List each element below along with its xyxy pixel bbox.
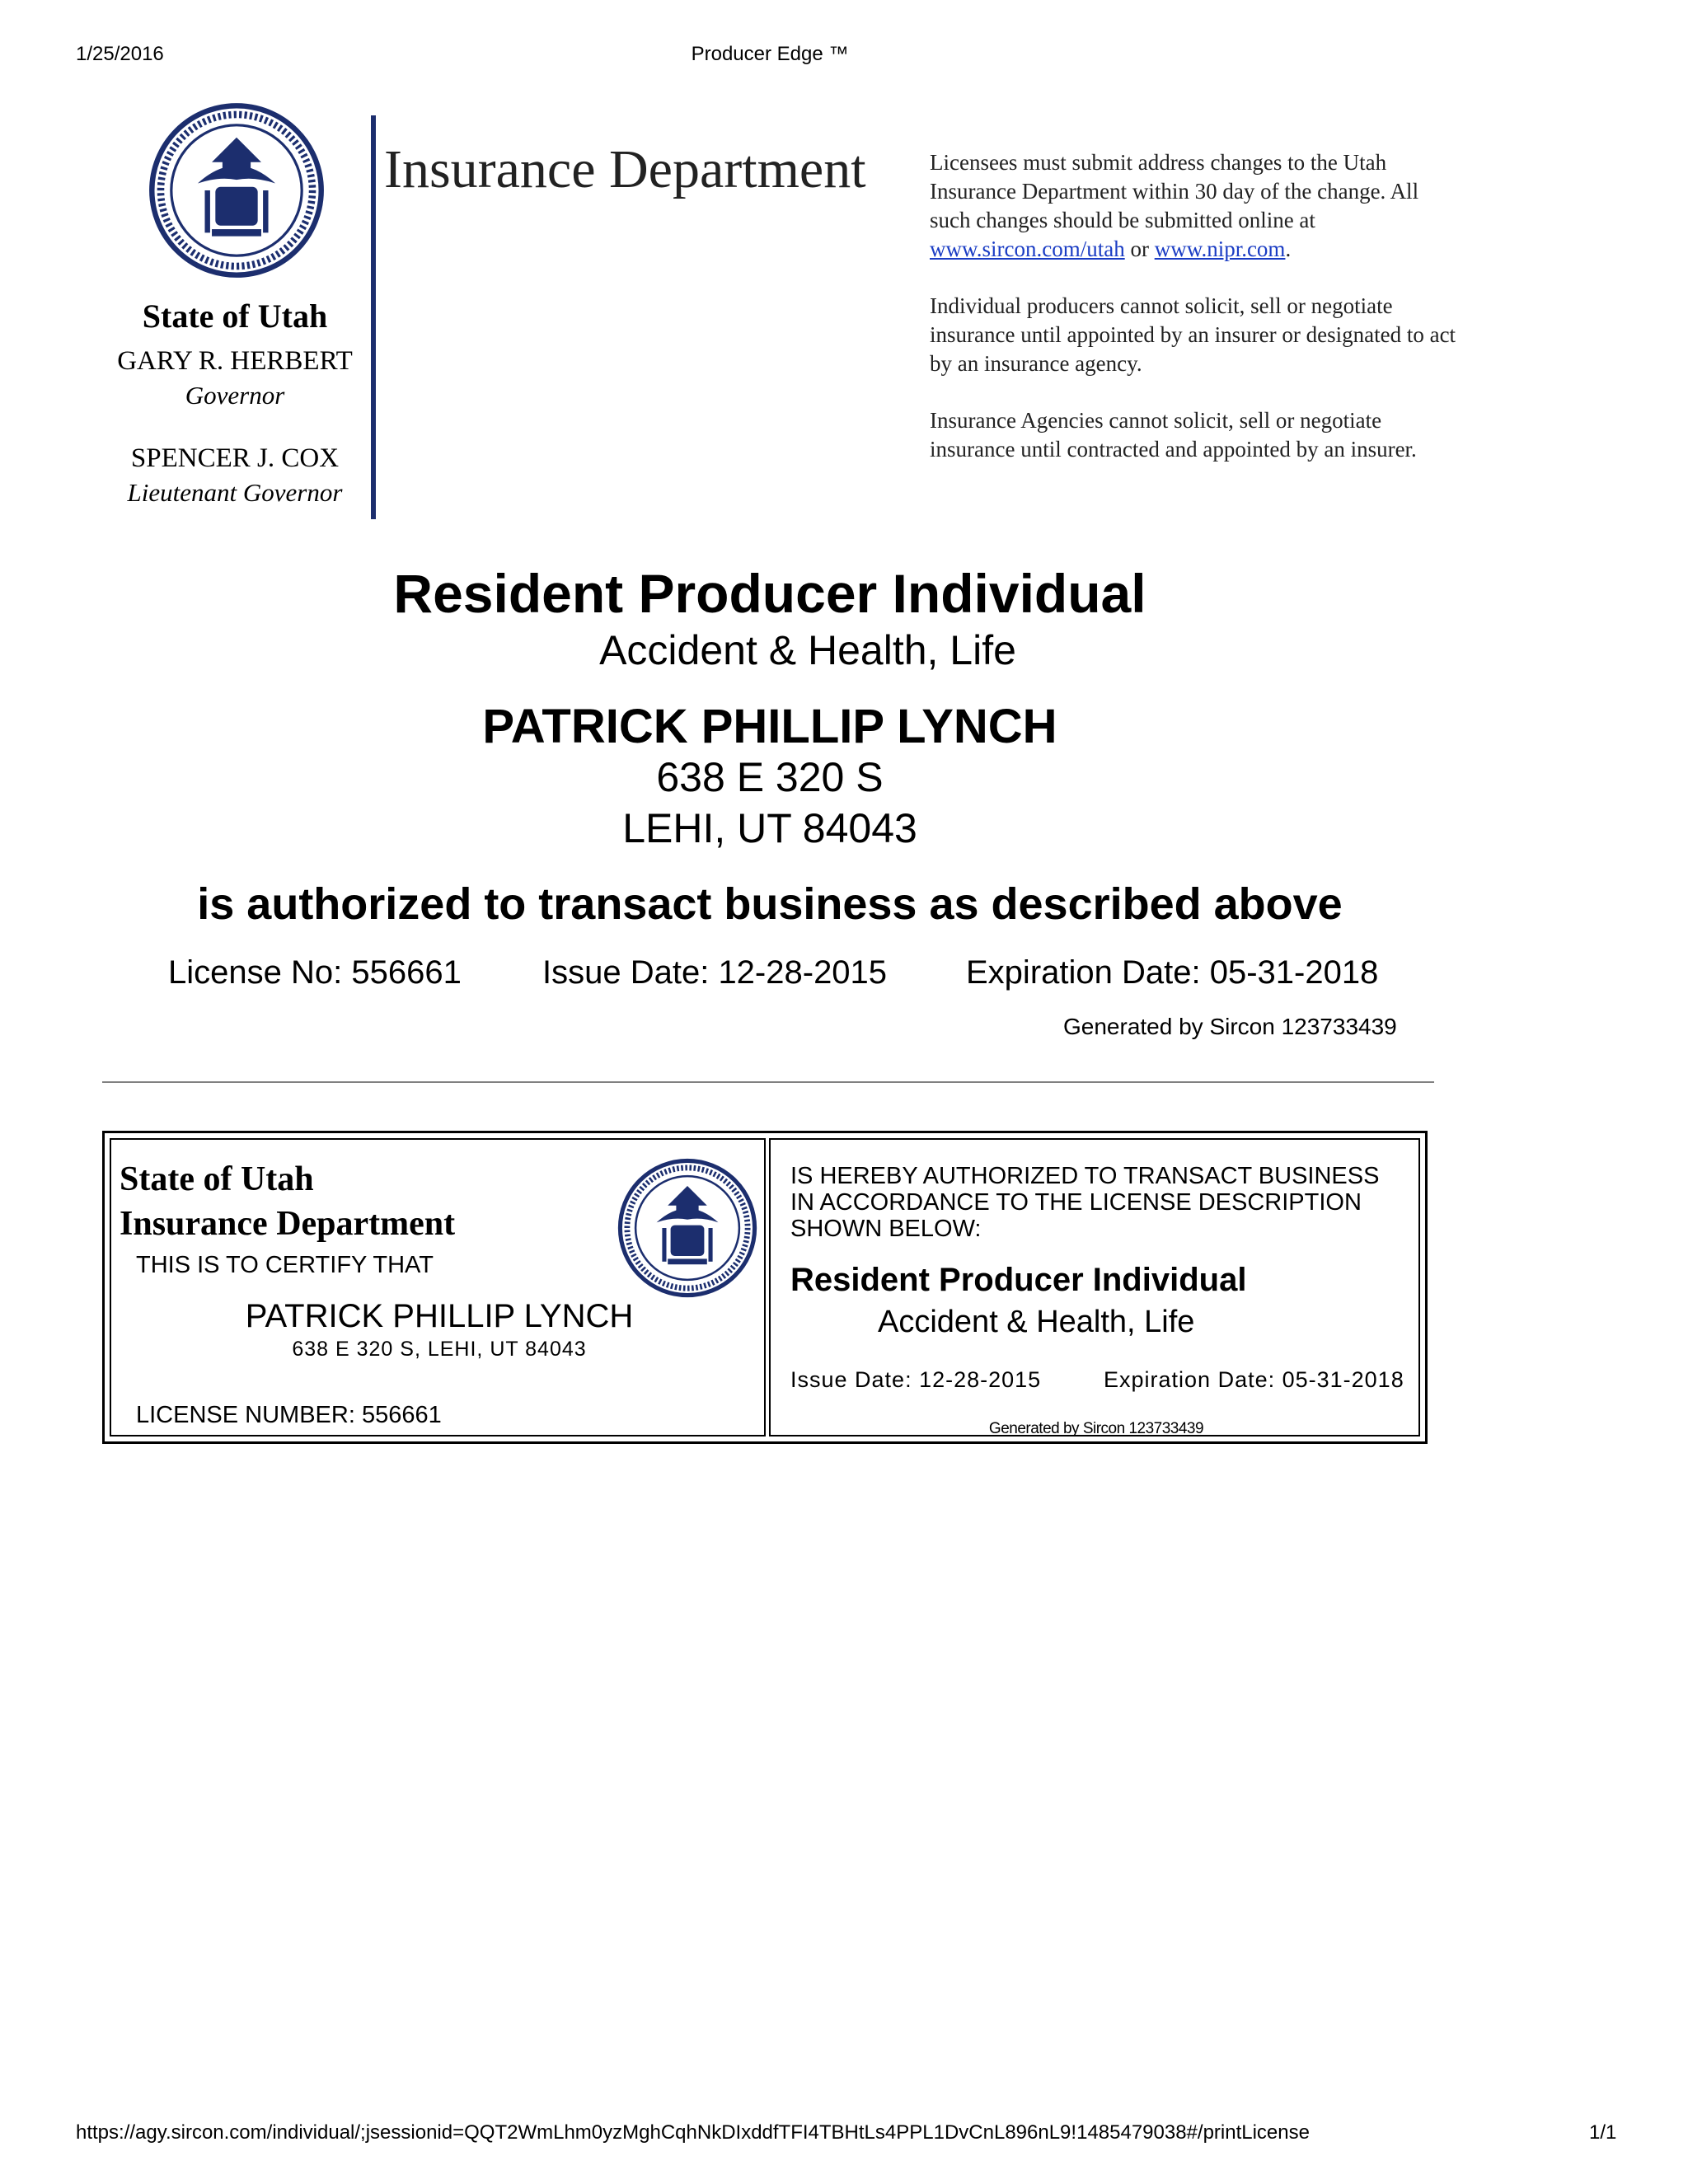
card-authorized-text: IS HEREBY AUTHORIZED TO TRANSACT BUSINESS IN ACCORDANCE TO THE LICENSE DESCRIPTION SHOWN BELOW: xyxy=(790,1163,1380,1242)
licensee-name: PATRICK PHILLIP LYNCH xyxy=(482,700,1057,753)
address-line-1: 638 E 320 S xyxy=(656,754,884,800)
notice-period: . xyxy=(1285,237,1292,261)
certify-label: THIS IS TO CERTIFY THAT xyxy=(136,1252,434,1278)
lt-governor-title: Lieutenant Governor xyxy=(127,478,343,507)
governor-name: GARY R. HERBERT xyxy=(117,346,353,376)
lt-governor-name: SPENCER J. COX xyxy=(130,443,340,473)
notice-or-text: or xyxy=(1130,237,1149,261)
card-department: Insurance Department xyxy=(120,1205,456,1243)
letterhead-divider xyxy=(371,115,376,519)
card-license-type: Resident Producer Individual xyxy=(790,1262,1247,1298)
wallet-card xyxy=(102,1131,1428,1444)
print-page-title: Producer Edge ™ xyxy=(691,43,849,65)
state-seal-icon xyxy=(617,1158,757,1298)
license-number: License No: 556661 xyxy=(168,954,462,991)
card-right-panel xyxy=(769,1138,1420,1436)
print-url: https://agy.sircon.com/individual/;jsessionid=QQT2WmLhm0yzMghCqhNkDIxddfTFI4TBHtLs4PPL1DvCnL896nL9!1485479038#/printLicense xyxy=(76,2121,1310,2144)
card-license-number: LICENSE NUMBER: 556661 xyxy=(136,1402,442,1428)
governor-title: Governor xyxy=(185,381,285,410)
state-seal-icon xyxy=(148,102,325,279)
generated-by: Generated by Sircon 123733439 xyxy=(1063,1014,1397,1039)
issue-date: Issue Date: 12-28-2015 xyxy=(542,954,888,991)
card-state-name: State of Utah xyxy=(120,1160,314,1198)
sircon-link[interactable]: www.sircon.com/utah xyxy=(930,237,1125,261)
department-heading: Insurance Department xyxy=(384,139,866,199)
card-expiration-date: Expiration Date: 05-31-2018 xyxy=(1104,1367,1404,1392)
nipr-link[interactable]: www.nipr.com xyxy=(1154,237,1286,261)
license-type: Resident Producer Individual xyxy=(393,563,1146,624)
expiration-date: Expiration Date: 05-31-2018 xyxy=(966,954,1379,991)
card-lines-of-authority: Accident & Health, Life xyxy=(878,1305,1195,1339)
notice-address-change xyxy=(930,148,1457,264)
authorized-statement: is authorized to transact business as described above xyxy=(197,879,1343,929)
address-line-2: LEHI, UT 84043 xyxy=(622,805,917,851)
card-generated-by: Generated by Sircon 123733439 xyxy=(988,1420,1204,1437)
print-date: 1/25/2016 xyxy=(76,43,164,65)
card-issue-date: Issue Date: 12-28-2015 xyxy=(790,1367,1042,1392)
page-number: 1/1 xyxy=(1589,2121,1617,2144)
card-licensee-name: PATRICK PHILLIP LYNCH xyxy=(245,1298,634,1334)
lines-of-authority: Accident & Health, Life xyxy=(599,627,1016,673)
section-divider xyxy=(102,1081,1434,1083)
notice-address-text: Licensees must submit address changes to the Utah Insurance Department within 30 day of the change. All such changes should be submitted online at xyxy=(930,150,1419,232)
notice-agencies: Insurance Agencies cannot solicit, sell or negotiate insurance until contracted and appointed by an insurer. xyxy=(930,408,1417,462)
card-left-panel xyxy=(110,1138,766,1436)
notice-producers: Individual producers cannot solicit, sell or negotiate insurance until appointed by an insurer or designated to act by an insurance agency. xyxy=(930,293,1456,376)
state-name: State of Utah xyxy=(142,298,328,335)
notice-block xyxy=(930,148,1457,492)
card-address: 638 E 320 S, LEHI, UT 84043 xyxy=(292,1338,587,1361)
